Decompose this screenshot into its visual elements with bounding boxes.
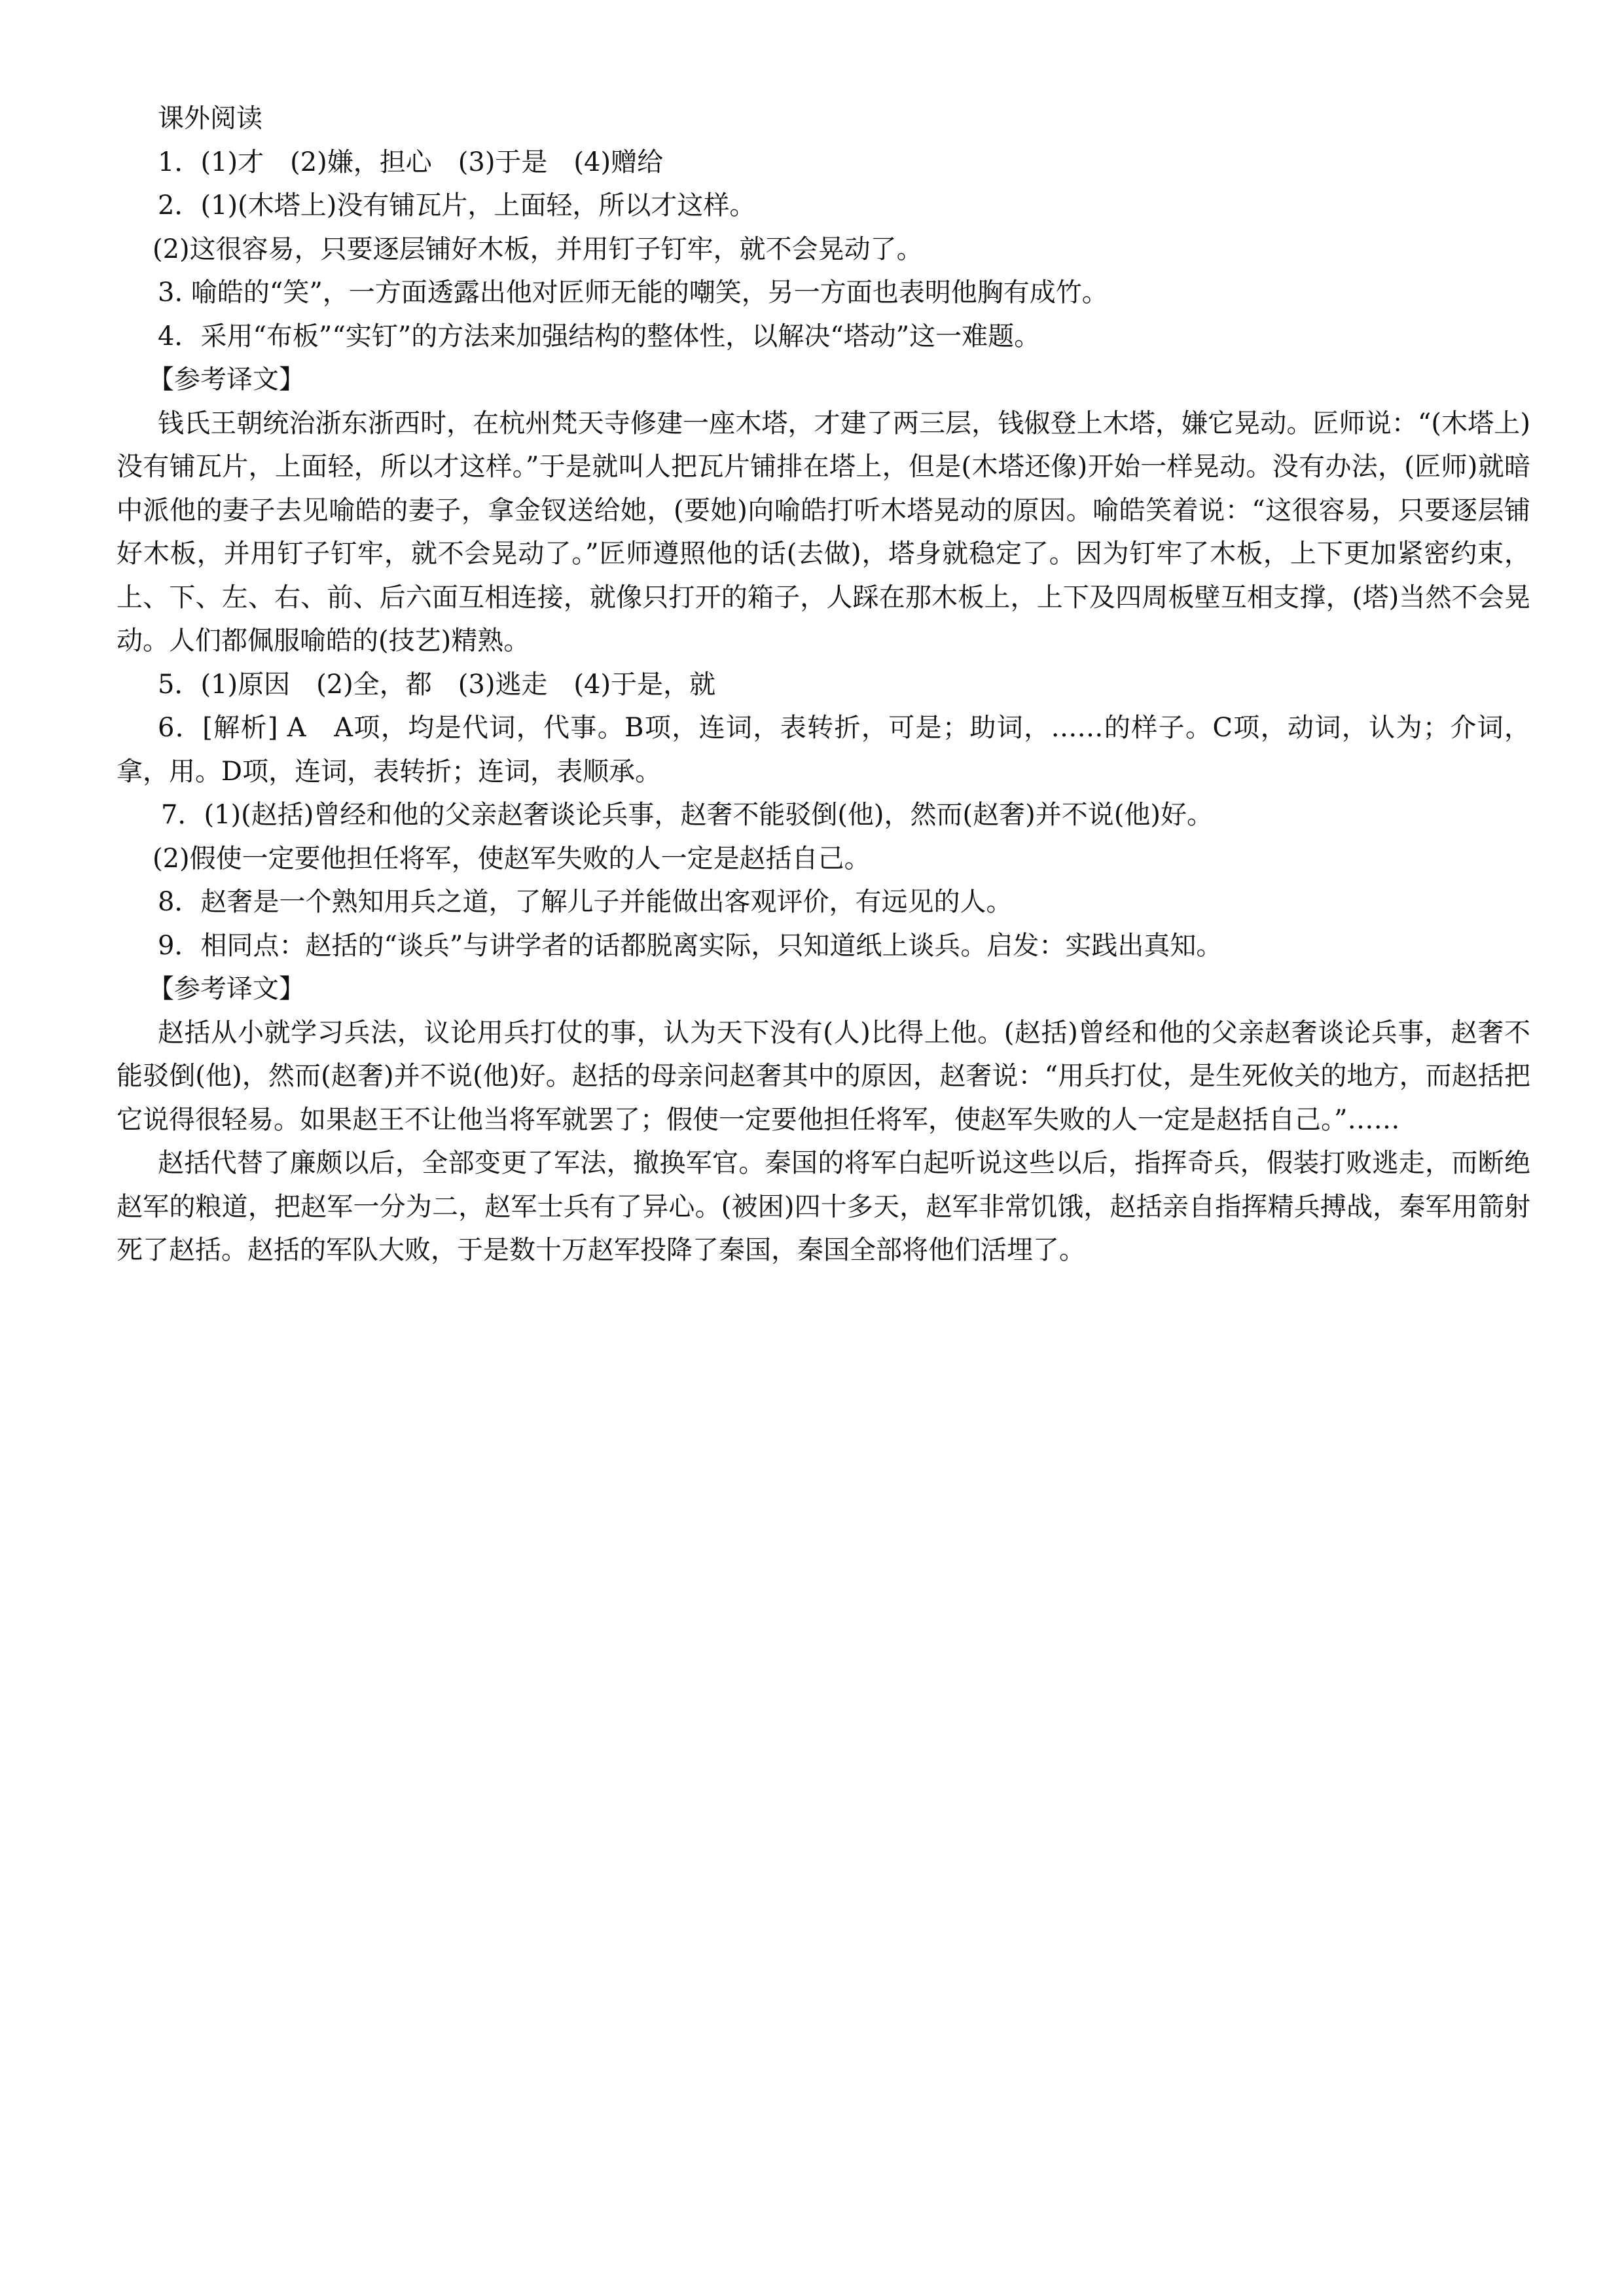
answer-9: 9．相同点：赵括的“谈兵”与讲学者的话都脱离实际，只知道纸上谈兵。启发：实践出真知。 xyxy=(158,930,1223,961)
answer-4: 4．采用“布板”“实钉”的方法来加强结构的整体性，以解决“塔动”这一难题。 xyxy=(158,321,1041,351)
reference-translation-1: 钱氏王朝统治浙东浙西时，在杭州梵天寺修建一座木塔，才建了两三层，钱俶登上木塔，嫌它晃动。匠师说：“(木塔上)没有铺瓦片，上面轻，所以才这样。”于是就叫人把瓦片铺排在塔上，但是(木塔还像)开始一样晃动。没有办法，(匠师)就暗中派他的妻子去见喻皓的妻子，拿金钗送给她，(要她)向喻皓打听木塔晃动的原因。喻皓笑着说：“这很容易，只要逐层铺好木板，并用钉子钉牢，就不会晃动了。”匠师遵照他的话(去做)，塔身就稳定了。因为钉牢了木板，上下更加紧密约束，上、下、左、右、前、后六面互相连接，就像只打开的箱子，人踩在那木板上，上下及四周板壁互相支撑，(塔)当然不会晃动。人们都佩服喻皓的(技艺)精熟。 xyxy=(117,408,1530,656)
answer-1: 1．(1)才 (2)嫌，担心 (3)于是 (4)赠给 xyxy=(158,147,664,177)
reference-translation-2-paragraph-2: 赵括代替了廉颇以后，全部变更了军法，撤换军官。秦国的将军白起听说这些以后，指挥奇兵，假装打败逃走，而断绝赵军的粮道，把赵军一分为二，赵军士兵有了异心。(被困)四十多天，赵军非常饥饿，赵括亲自指挥精兵搏战，秦军用箭射死了赵括。赵括的军队大败，于是数十万赵军投降了秦国，秦国全部将他们活埋了。 xyxy=(117,1148,1530,1265)
reference-translation-2-paragraph-1: 赵括从小就学习兵法，议论用兵打仗的事，认为天下没有(人)比得上他。(赵括)曾经和他的父亲赵奢谈论兵事，赵奢不能驳倒(他)，然而(赵奢)并不说(他)好。赵括的母亲问赵奢其中的原因，赵奢说：“用兵打仗，是生死攸关的地方，而赵括把它说得很轻易。如果赵王不让他当将军就罢了；假使一定要他担任将军，使赵军失败的人一定是赵括自己。”…… xyxy=(117,1017,1530,1135)
answer-sheet xyxy=(117,97,1530,1272)
section-title: 课外阅读 xyxy=(158,103,262,134)
answer-2-part-1: 2．(1)(木塔上)没有铺瓦片，上面轻，所以才这样。 xyxy=(158,190,756,221)
answer-7-part-2: (2)假使一定要他担任将军，使赵军失败的人一定是赵括自己。 xyxy=(153,843,871,874)
answer-2-part-2: (2)这很容易，只要逐层铺好木板，并用钉子钉牢，就不会晃动了。 xyxy=(153,234,923,264)
answer-6: 6．[解析] A A项，均是代词，代事。B项，连词，表转折，可是；助词，……的样子。C项，动词，认为；介词，拿，用。D项，连词，表转折；连词，表顺承。 xyxy=(117,713,1530,787)
reference-translation-heading-1: 【参考译文】 xyxy=(148,365,305,395)
answer-8: 8．赵奢是一个熟知用兵之道，了解儿子并能做出客观评价，有远见的人。 xyxy=(158,887,1013,917)
answer-3: 3. 喻皓的“笑”，一方面透露出他对匠师无能的嘲笑，另一方面也表明他胸有成竹。 xyxy=(158,278,1108,308)
answer-5: 5．(1)原因 (2)全，都 (3)逃走 (4)于是，就 xyxy=(158,669,716,700)
reference-translation-heading-2: 【参考译文】 xyxy=(148,974,305,1004)
answer-7-part-1: 7．(1)(赵括)曾经和他的父亲赵奢谈论兵事，赵奢不能驳倒(他)，然而(赵奢)并不说(他)好。 xyxy=(161,800,1213,830)
